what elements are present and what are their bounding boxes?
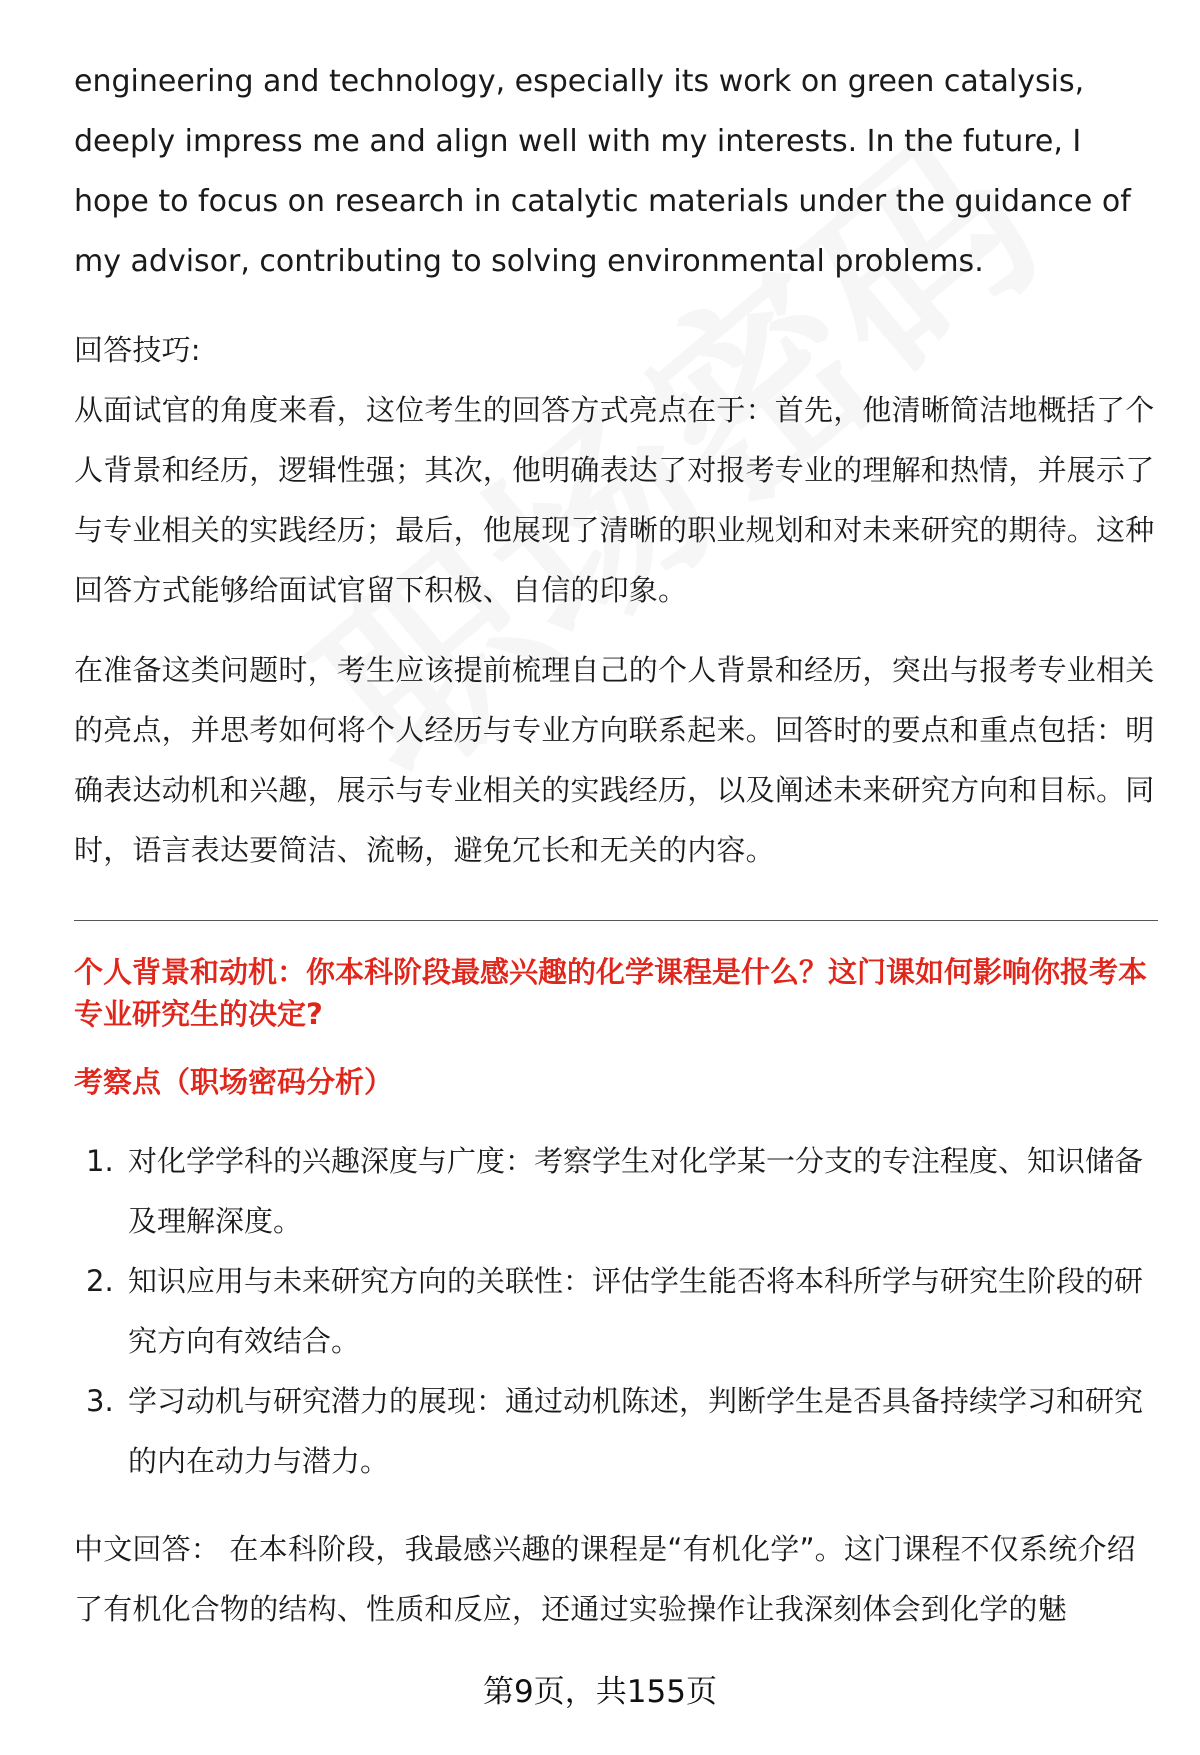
list-item <box>74 1131 1160 1251</box>
answer-chinese-paragraph: 中文回答： 在本科阶段，我最感兴趣的课程是“有机化学”。这门课程不仅系统介绍了有机化合物的结构、性质和反应，还通过实验操作让我深刻体会到化学的魅 <box>74 1532 1136 1626</box>
list-item-text: 学习动机与研究潜力的展现：通过动机陈述，判断学生是否具备持续学习和研究的内在动力与潜力。 <box>128 1384 1144 1478</box>
list-item-number: 3. <box>86 1384 114 1418</box>
focus-points-list <box>74 1131 1160 1491</box>
list-item-text: 对化学学科的兴趣深度与广度：考察学生对化学某一分支的专注程度、知识储备及理解深度。 <box>128 1144 1144 1238</box>
question-title: 个人背景和动机：你本科阶段最感兴趣的化学课程是什么？这门课如何影响你报考本专业研究生的决定? <box>74 955 1148 1031</box>
list-item-number: 2. <box>86 1264 114 1298</box>
tips-label: 回答技巧: <box>74 333 201 367</box>
intro-english-paragraph: engineering and technology, especially its work on green catalysis, deeply impress me and align well with my interests. In the future, I hope to focus on research in catalytic materials under the guidance of my advisor, contributing to solving environmental problems. <box>74 64 1131 279</box>
tips-paragraph-2: 在准备这类问题时，考生应该提前梳理自己的个人背景和经历，突出与报考专业相关的亮点，并思考如何将个人经历与专业方向联系起来。回答时的要点和重点包括：明确表达动机和兴趣，展示与专业相关的实践经历，以及阐述未来研究方向和目标。同时，语言表达要简洁、流畅，避免冗长和无关的内容。 <box>74 653 1155 867</box>
tips-paragraph-1: 从面试官的角度来看，这位考生的回答方式亮点在于：首先，他清晰简洁地概括了个人背景和经历，逻辑性强；其次，他明确表达了对报考专业的理解和热情，并展示了与专业相关的实践经历；最后，他展现了清晰的职业规划和对未来研究的期待。这种回答方式能够给面试官留下积极、自信的印象。 <box>74 393 1155 607</box>
list-item <box>74 1251 1160 1371</box>
page-number-footer: 第9页，共155页 <box>483 1674 717 1710</box>
document-page <box>74 52 1160 1639</box>
list-item-text: 知识应用与未来研究方向的关联性：评估学生能否将本科所学与研究生阶段的研究方向有效结合。 <box>128 1264 1144 1358</box>
list-item <box>74 1371 1160 1491</box>
list-item-number: 1. <box>86 1144 114 1178</box>
focus-title: 考察点（职场密码分析） <box>74 1065 394 1099</box>
